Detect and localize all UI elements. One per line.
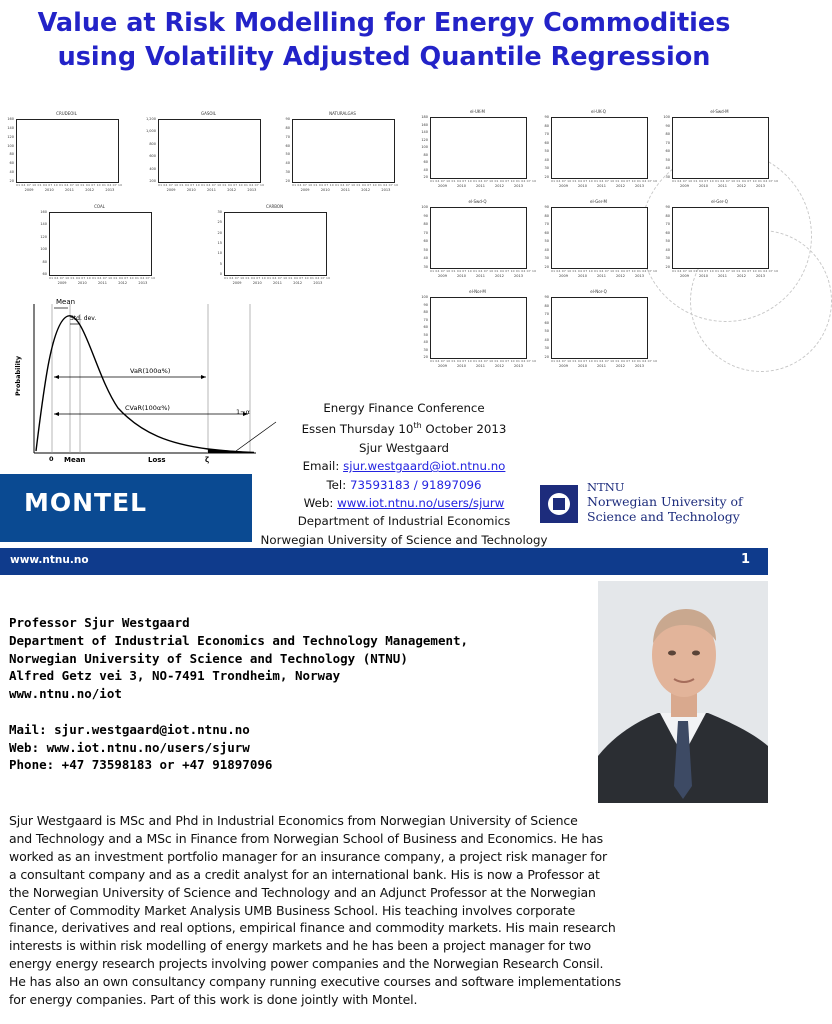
x-tick-label: 2010 <box>578 364 587 368</box>
y-tick-label: 90 <box>423 302 428 307</box>
slide-title-line: Value at Risk Modelling for Energy Commodities <box>37 8 731 38</box>
bio-line: worked as an investment portfolio manager for an insurance company, a project risk manager for <box>9 848 607 864</box>
x-tick-label: 2011 <box>476 184 485 188</box>
bio-line: finance, derivatives and real options, empirical finance and commodity markets. His main research <box>9 920 616 936</box>
x-tick-label: 2011 <box>476 274 485 278</box>
price-chart-title: el-Nor-Q <box>590 289 607 294</box>
x-month-row: 01 04 07 10 01 04 07 10 01 04 07 10 01 04 07 10 01 04 07 10 <box>430 269 537 273</box>
y-tick-label: 100 <box>663 115 670 119</box>
x-month-row: 01 04 07 10 01 04 07 10 01 04 07 10 01 04 07 10 01 04 07 10 <box>672 179 779 183</box>
department-name: Department of Industrial Economics <box>297 514 511 529</box>
price-chart <box>416 289 537 372</box>
x-tick-label: 2009 <box>57 281 67 285</box>
contact-line: Department of Industrial Economics and Technology Management, <box>9 632 469 648</box>
y-tick-label: 20 <box>544 355 549 359</box>
x-tick-label: 2012 <box>293 281 303 285</box>
x-tick-label: 2009 <box>300 188 310 192</box>
y-tick-label: 5 <box>219 261 222 266</box>
x-tick-label: 2013 <box>514 274 523 278</box>
x-tick-label: 2013 <box>514 364 523 368</box>
x-tick-label: 2011 <box>597 364 606 368</box>
y-tick-label: 70 <box>423 317 428 322</box>
y-tick-label: 20 <box>9 179 14 183</box>
x-tick-label: 2012 <box>227 188 237 192</box>
y-tick-label: 40 <box>423 167 428 172</box>
price-chart-plot-area <box>551 297 648 359</box>
y-tick-label: 140 <box>421 130 428 134</box>
y-tick-label: 30 <box>423 347 428 352</box>
portrait-illustration <box>598 581 768 803</box>
x-month-row: 01 04 07 10 01 04 07 10 01 04 07 10 01 04 07 10 01 04 07 10 <box>158 183 265 187</box>
price-chart <box>278 111 399 196</box>
x-tick-label: 2009 <box>232 281 242 285</box>
y-tick-label: 20 <box>423 355 428 359</box>
conference-date <box>254 417 554 438</box>
y-tick-label: 40 <box>9 170 14 175</box>
x-month-row: 01 04 07 10 01 04 07 10 01 04 07 10 01 04 07 10 01 04 07 10 <box>551 269 658 273</box>
x-month-row: 01 04 07 10 01 04 07 10 01 04 07 10 01 04 07 10 01 04 07 10 <box>551 359 658 363</box>
slide-title <box>0 6 768 74</box>
x-tick-label: 2010 <box>457 274 466 278</box>
mean-top-label: Mean <box>56 298 76 306</box>
y-tick-label: 70 <box>423 230 428 235</box>
y-tick-label: 30 <box>665 256 670 261</box>
date-suffix-sup: th <box>413 421 422 431</box>
price-chart-plot-area <box>551 117 648 179</box>
ntnu-logo-icon <box>540 485 578 523</box>
date-suffix: October 2013 <box>421 422 507 437</box>
price-chart <box>537 109 658 192</box>
price-chart <box>210 204 331 289</box>
y-tick-label: 60 <box>42 272 47 276</box>
y-tick-label: 50 <box>544 149 549 154</box>
x-tick-label: 2011 <box>718 184 727 188</box>
x-tick-label: 2011 <box>98 281 107 285</box>
y-tick-label: 80 <box>9 152 14 157</box>
x-tick-label: 2013 <box>247 188 257 192</box>
y-tick-label: 50 <box>665 157 670 162</box>
contact-website[interactable]: www.ntnu.no/iot <box>9 686 122 702</box>
x-tick-label: 2013 <box>756 274 765 278</box>
price-chart-title: COAL <box>94 204 105 209</box>
price-chart-title: CARBON <box>265 204 284 209</box>
bio-line: Sjur Westgaard is MSc and Phd in Industrial Economics from Norwegian University of Science <box>9 813 578 828</box>
price-chart-plot-area <box>158 119 261 183</box>
y-tick-label: 30 <box>217 210 222 214</box>
price-chart <box>144 111 265 196</box>
bio-line: He has also an own consultancy company running executive courses and software implementations <box>9 974 622 990</box>
x-mean-label: Mean <box>64 456 86 464</box>
y-tick-label: 40 <box>423 340 428 344</box>
portrait-photo <box>598 581 768 803</box>
y-tick-label: 60 <box>423 325 428 329</box>
price-chart-title: el-UK-Q <box>591 109 606 114</box>
y-tick-label: 90 <box>544 295 549 299</box>
y-tick-label: 70 <box>285 134 290 139</box>
y-tick-label: 60 <box>423 160 428 164</box>
y-tick-label: 80 <box>665 132 670 137</box>
var-label: VaR(100α%) <box>130 367 171 375</box>
price-chart-plot-area <box>49 212 152 276</box>
conference-email <box>254 457 554 475</box>
y-tick-label: 180 <box>421 115 428 119</box>
y-tick-label: 60 <box>544 320 549 325</box>
y-tick-label: 30 <box>544 346 549 351</box>
x-tick-label: 2010 <box>699 184 708 188</box>
x-month-row: 01 04 07 10 01 04 07 10 01 04 07 10 01 04 07 10 01 04 07 10 <box>551 179 658 183</box>
x-tick-label: 2012 <box>737 184 746 188</box>
x-tick-label: 2010 <box>457 364 466 368</box>
std-dev-label: Std. dev. <box>70 315 97 322</box>
price-chart-plot-area <box>430 207 527 269</box>
x-tick-label: 2012 <box>616 184 625 188</box>
alpha-label: 1−α <box>236 408 250 416</box>
x-tick-label: 2013 <box>105 188 115 192</box>
y-tick-label: 800 <box>149 141 156 146</box>
price-chart-plot-area <box>224 212 327 276</box>
price-chart-title: CRUDEOIL <box>56 111 77 116</box>
price-chart-plot-area <box>16 119 119 183</box>
web-label: Web: <box>303 495 338 510</box>
y-tick-label: 90 <box>544 115 549 119</box>
x-month-row: 01 04 07 10 01 04 07 10 01 04 07 10 01 04 07 10 01 04 07 10 <box>292 183 399 187</box>
y-tick-label: 30 <box>423 265 428 269</box>
price-chart-plot-area <box>551 207 648 269</box>
x-tick-label: 2011 <box>65 188 74 192</box>
bio-line: a consultant company and as a credit analyst for an international bank. His is now a Professor at <box>9 866 600 882</box>
y-tick-label: 90 <box>544 205 549 209</box>
email-label: Email: <box>302 459 344 474</box>
y-tick-label: 25 <box>217 220 222 225</box>
x-tick-label: 2011 <box>207 188 216 192</box>
x-month-row: 01 04 07 10 01 04 07 10 01 04 07 10 01 04 07 10 01 04 07 10 <box>224 276 331 280</box>
x-tick-label: 2012 <box>495 274 504 278</box>
x-tick-label: 2013 <box>635 274 644 278</box>
x-loss-label: Loss <box>148 456 166 464</box>
biography <box>9 812 759 1009</box>
conference-tel <box>254 476 554 494</box>
y-tick-label: 140 <box>40 222 47 227</box>
ntnu-logo-line: Norwegian University of <box>587 494 743 509</box>
price-chart-title: el-UK-M <box>469 109 486 114</box>
x-tick-label: 2010 <box>320 188 330 192</box>
y-tick-label: 80 <box>423 310 428 314</box>
conference-info <box>254 399 554 549</box>
y-tick-label: 90 <box>285 117 290 121</box>
y-tick-label: 80 <box>285 125 290 130</box>
university-name: Norwegian University of Science and Technology <box>260 532 548 547</box>
price-chart-plot-area <box>672 207 769 269</box>
y-tick-label: 160 <box>421 122 428 127</box>
y-tick-label: 60 <box>544 140 549 145</box>
y-tick-label: 100 <box>421 145 428 149</box>
y-tick-label: 30 <box>544 166 549 171</box>
x-tick-label: 2013 <box>381 188 391 192</box>
y-tick-label: 20 <box>217 230 222 235</box>
contact-block <box>9 614 468 774</box>
y-tick-label: 90 <box>665 205 670 209</box>
ntnu-emblem-icon <box>540 485 578 523</box>
y-tick-label: 120 <box>421 137 428 142</box>
x-tick-label: 2009 <box>680 274 689 278</box>
x-tick-label: 2009 <box>24 188 34 192</box>
y-tick-label: 40 <box>544 157 549 162</box>
y-tick-label: 60 <box>9 161 14 166</box>
x-tick-label: 2009 <box>559 184 568 188</box>
x-tick-label: 2012 <box>495 184 504 188</box>
y-tick-label: 200 <box>149 179 156 183</box>
y-tick-label: 80 <box>423 222 428 227</box>
y-tick-label: 70 <box>544 312 549 317</box>
price-chart-title: el-Swd-Q <box>468 199 487 204</box>
price-chart-title: GASOIL <box>201 111 216 116</box>
y-tick-label: 80 <box>42 259 47 264</box>
bio-line: interests is within risk modelling of energy markets and he has been a project manager for two <box>9 938 592 954</box>
x-zero-label: 0 <box>49 455 54 463</box>
bio-line: the Norwegian University of Science and Technology and an Adjunct Professor at the Norwegian <box>9 884 596 900</box>
y-tick-label: 80 <box>423 152 428 157</box>
slide-title-line: using Volatility Adjusted Quantile Regression <box>57 42 711 72</box>
x-tick-label: 2009 <box>559 364 568 368</box>
bio-line: Center of Commodity Market Analysis UMB Business School. His teaching involves corporate <box>9 902 576 918</box>
x-tick-label: 2009 <box>166 188 176 192</box>
price-chart <box>537 289 658 372</box>
x-tick-label: 2013 <box>756 184 765 188</box>
contact-line: Norwegian University of Science and Technology (NTNU) <box>9 650 408 666</box>
y-tick-label: 30 <box>665 175 670 179</box>
x-tick-label: 2009 <box>680 184 689 188</box>
contact-line: Professor Sjur Westgaard <box>9 615 190 630</box>
bio-line: and Technology and a MSc in Finance from Norwegian School of Business and Economics. He has <box>9 830 603 846</box>
x-tick-label: 2011 <box>597 274 606 278</box>
y-tick-label: 80 <box>544 213 549 218</box>
price-chart-title: el-Ger-M <box>589 199 607 204</box>
x-month-row: 01 04 07 10 01 04 07 10 01 04 07 10 01 04 07 10 01 04 07 10 <box>49 276 156 280</box>
bio-line: energy energy research projects involving power companies and the Norwegian Research Consil. <box>9 956 604 972</box>
y-tick-label: 50 <box>544 329 549 334</box>
x-tick-label: 2012 <box>361 188 371 192</box>
x-tick-label: 2010 <box>77 281 87 285</box>
price-chart <box>416 199 537 282</box>
y-tick-label: 20 <box>544 265 549 269</box>
x-tick-label: 2010 <box>44 188 54 192</box>
probability-axis-label: Probability <box>14 355 22 396</box>
x-month-row: 01 04 07 10 01 04 07 10 01 04 07 10 01 04 07 10 01 04 07 10 <box>430 179 537 183</box>
y-tick-label: 60 <box>423 239 428 244</box>
contact-phone: Phone: +47 73598183 or +47 91897096 <box>9 757 273 773</box>
y-tick-label: 40 <box>665 166 670 171</box>
y-tick-label: 1,000 <box>145 129 156 134</box>
y-tick-label: 40 <box>423 256 428 261</box>
ntnu-logo-text <box>587 481 743 524</box>
y-tick-label: 50 <box>423 247 428 252</box>
y-tick-label: 30 <box>285 170 290 175</box>
page-number: 1 <box>740 552 750 567</box>
y-tick-label: 30 <box>544 256 549 261</box>
x-tick-label: 2009 <box>559 274 568 278</box>
x-tick-label: 2010 <box>252 281 262 285</box>
x-tick-label: 2012 <box>118 281 128 285</box>
x-month-row: 01 04 07 10 01 04 07 10 01 04 07 10 01 04 07 10 01 04 07 10 <box>16 183 123 187</box>
x-tick-label: 2010 <box>578 184 587 188</box>
x-tick-label: 2012 <box>495 364 504 368</box>
contact-web[interactable]: Web: www.iot.ntnu.no/users/sjurw <box>9 739 250 755</box>
y-tick-label: 20 <box>423 175 428 179</box>
x-tick-label: 2010 <box>578 274 587 278</box>
y-tick-label: 20 <box>665 265 670 269</box>
bio-line: for energy companies. Part of this work is done jointly with Montel. <box>9 992 418 1008</box>
y-tick-label: 40 <box>285 161 290 166</box>
x-tick-label: 2011 <box>597 184 606 188</box>
y-tick-label: 80 <box>544 123 549 128</box>
y-tick-label: 80 <box>665 213 670 218</box>
y-tick-label: 100 <box>40 247 47 252</box>
x-tick-label: 2013 <box>635 364 644 368</box>
y-tick-label: 70 <box>665 140 670 145</box>
y-tick-label: 100 <box>421 295 428 299</box>
y-tick-label: 70 <box>544 132 549 137</box>
x-tick-label: 2011 <box>476 364 485 368</box>
x-tick-label: 2010 <box>186 188 196 192</box>
y-tick-label: 10 <box>217 251 222 256</box>
x-tick-label: 2012 <box>616 274 625 278</box>
x-tick-label: 2010 <box>699 274 708 278</box>
presenter-name: Sjur Westgaard <box>359 440 449 455</box>
x-tick-label: 2010 <box>457 184 466 188</box>
x-month-row: 01 04 07 10 01 04 07 10 01 04 07 10 01 04 07 10 01 04 07 10 <box>672 269 779 273</box>
conference-name: Energy Finance Conference <box>323 401 485 415</box>
y-tick-label: 20 <box>544 175 549 179</box>
y-tick-label: 15 <box>217 241 222 245</box>
x-tick-label: 2012 <box>737 274 746 278</box>
ntnu-logo-line: NTNU <box>587 480 625 494</box>
price-chart-title: el-Nor-M <box>469 289 486 294</box>
graph-background <box>0 296 258 468</box>
contact-spacer <box>9 703 468 721</box>
y-tick-label: 50 <box>285 152 290 157</box>
price-chart <box>658 199 779 282</box>
y-tick-label: 50 <box>544 239 549 244</box>
x-tick-label: 2013 <box>138 281 148 285</box>
x-month-row: 01 04 07 10 01 04 07 10 01 04 07 10 01 04 07 10 01 04 07 10 <box>430 359 537 363</box>
y-tick-label: 60 <box>665 149 670 154</box>
price-chart-title: NATURALGAS <box>329 111 356 116</box>
price-chart-plot-area <box>430 297 527 359</box>
y-tick-label: 600 <box>149 154 156 159</box>
x-tick-label: 2013 <box>635 184 644 188</box>
price-chart-plot-area <box>430 117 527 179</box>
price-chart-plot-area <box>292 119 395 183</box>
cvar-label: CVaR(100α%) <box>125 404 170 412</box>
x-tick-label: 2011 <box>341 188 350 192</box>
price-chart-plot-area <box>672 117 769 179</box>
x-tick-label: 2012 <box>85 188 95 192</box>
price-chart <box>35 204 156 289</box>
x-tick-label: 2009 <box>438 184 447 188</box>
footer-bar <box>0 548 768 575</box>
y-tick-label: 100 <box>7 143 14 148</box>
x-tick-label: 2011 <box>718 274 727 278</box>
y-tick-label: 0 <box>219 272 222 276</box>
montel-logo: MONTEL <box>24 488 148 517</box>
y-tick-label: 140 <box>7 125 14 130</box>
ntnu-logo-line: Science and Technology <box>587 509 740 524</box>
y-tick-label: 120 <box>40 234 47 239</box>
y-tick-label: 50 <box>423 332 428 337</box>
y-tick-label: 40 <box>544 247 549 252</box>
date-prefix: Essen Thursday 10 <box>301 422 414 437</box>
x-tick-label: 2009 <box>438 364 447 368</box>
y-tick-label: 160 <box>40 210 47 214</box>
x-tick-label: 2013 <box>313 281 323 285</box>
y-tick-label: 70 <box>544 222 549 227</box>
footer-url[interactable]: www.ntnu.no <box>10 554 89 566</box>
y-tick-label: 90 <box>665 123 670 128</box>
contact-mail[interactable]: Mail: sjur.westgaard@iot.ntnu.no <box>9 721 250 737</box>
web-link[interactable]: www.iot.ntnu.no/users/sjurw <box>337 495 505 510</box>
var-distribution-graph <box>0 296 258 468</box>
y-tick-label: 40 <box>665 247 670 252</box>
tel-label: Tel: <box>326 477 350 492</box>
price-chart <box>2 111 123 196</box>
y-tick-label: 60 <box>665 230 670 235</box>
y-tick-label: 100 <box>421 205 428 209</box>
y-tick-label: 80 <box>544 303 549 308</box>
y-tick-label: 60 <box>285 143 290 148</box>
y-tick-label: 160 <box>7 117 14 121</box>
price-chart <box>537 199 658 282</box>
x-tick-label: 2011 <box>273 281 282 285</box>
y-tick-label: 40 <box>544 337 549 342</box>
price-chart-title: el-Ger-Q <box>711 199 728 204</box>
conference-web <box>254 494 554 512</box>
x-tick-label: 2013 <box>514 184 523 188</box>
x-tick-label: 2012 <box>616 364 625 368</box>
price-chart <box>658 109 779 192</box>
y-tick-label: 70 <box>665 222 670 227</box>
price-chart <box>416 109 537 192</box>
tel-number: 73593183 / 91897096 <box>349 477 482 492</box>
x-zeta-label: ζ <box>205 456 210 464</box>
y-tick-label: 60 <box>544 230 549 235</box>
y-tick-label: 50 <box>665 239 670 244</box>
y-tick-label: 90 <box>423 213 428 218</box>
contact-line: Alfred Getz vei 3, NO-7491 Trondheim, Norway <box>9 668 341 684</box>
x-tick-label: 2009 <box>438 274 447 278</box>
y-tick-label: 1,200 <box>145 117 156 121</box>
price-chart-title: el-Swd-M <box>710 109 729 114</box>
y-tick-label: 400 <box>149 166 156 171</box>
y-tick-label: 20 <box>285 179 290 183</box>
y-tick-label: 120 <box>7 134 14 139</box>
email-link[interactable]: sjur.westgaard@iot.ntnu.no <box>343 459 506 474</box>
